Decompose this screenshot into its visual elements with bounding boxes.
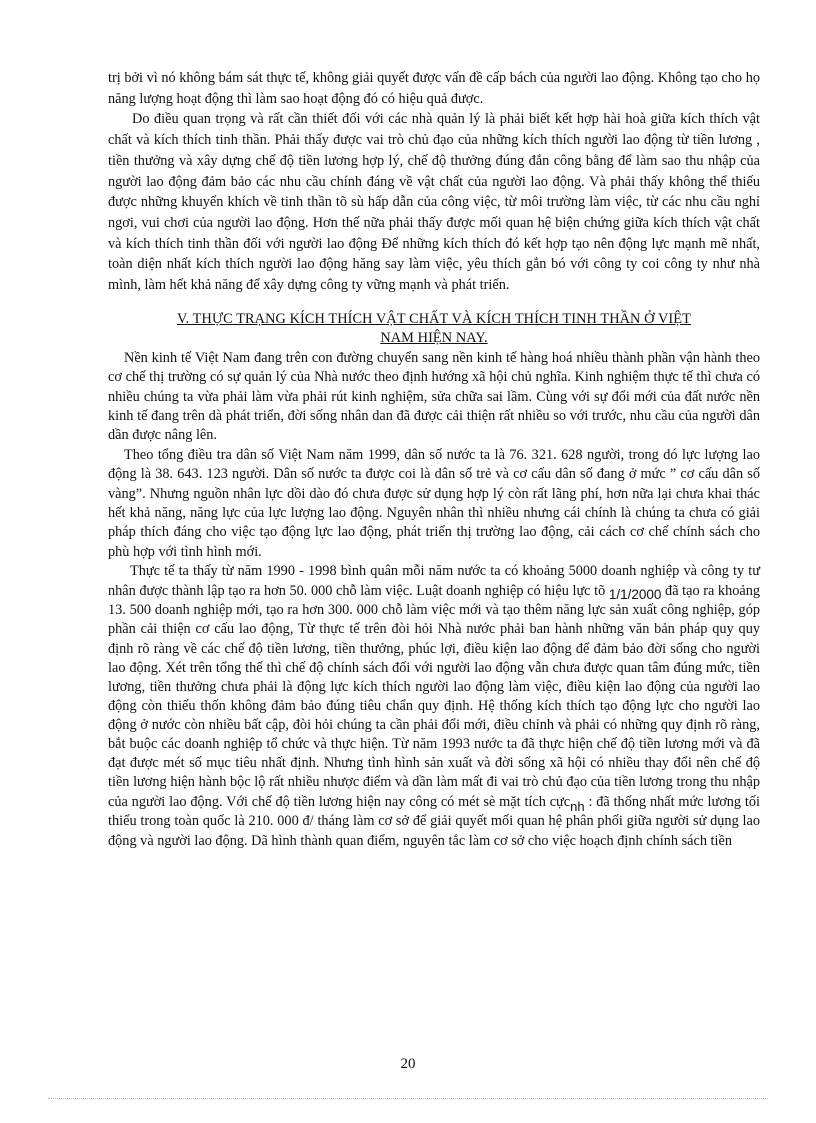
bottom-divider: [48, 1098, 768, 1099]
section-heading-line-2: NAM HIỆN NAY.: [380, 329, 488, 346]
paragraph-enterprises-text-2: đã tạo ra khoảng 13. 500 doanh nghiệp mới, tạo ra hơn 300. 000 chỗ làm việc mới và tạo thêm năng lực sản xuất công nghiệp, góp phần cải thiện cơ cấu lao động, Từ thực tế trên đòi hỏi Nhà nước phải ban hành những văn bản pháp quy quy định rõ ràng về các chế độ tiền lương, tiền thưởng, phúc lợi, điều kiện lao động để đảm bảo đời sống cho người lao động. Xét trên tổng thể thì chế độ chính sách đối với người lao động vẫn chưa được quan tâm đúng mức, tiền lương, tiền thưởng chưa phải là động lực kích thích người lao động làm việc, điều kiện lao động của người lao động còn thiếu thốn không đảm bảo đúng tiêu chẩn quy định. Hệ thống kích thích tạo động lực cho người lao động ở nước còn nhiều bất cập, đòi hỏi chúng ta cần phải đổi mới, điều chỉnh và phải có những quy định rõ ràng, bắt buộc các doanh nghiệp tổ chức và thực hiện. Từ năm 1993 nước ta đã thực hiện chế độ tiền lương mới và đã đạt được mét số mục tiêu nhất định. Nhưng tình hình sản xuất và đời sống xã hội có nhiều thay đổi nên chế độ tiền lương hiện hành bộc lộ rất nhiều nhược điểm và dần làm mất đi vai trò chủ đạo của tiền lương trong thu nhập của người lao động. Với chế độ tiền lương hiện nay công có mét sè mặt tích cực: [108, 583, 761, 811]
paragraph-enterprises-text-1: Thực tế ta thấy từ năm 1990 - 1998 bình quân mỗi năm nước ta có khoảng 5000 doanh nghiệp và công ty tư nhân được thành lập tạo ra hơn 50. 000 chỗ làm việc. Luật doanh nghiệp có hiệu lực tõ: [108, 563, 760, 600]
section-heading-line-1: V. THỰC TRẠNG KÍCH THÍCH VẬT CHẤT VÀ KÍCH THÍCH TINH THẦN Ở VIỆT: [177, 310, 691, 327]
paragraph-balance-incentives: Do điều quan trọng và rất cần thiết đối với các nhà quản lý là phải biết kết hợp hài hoà giữa kích thích vật chất và kích thích tinh thần. Phải thấy được vai trò chủ đạo của những kích thích người lao động từ tiền lương , tiền thưởng và xây dựng chế độ tiền lương hợp lý, chế độ thưởng đúng đắn công bằng để làm sao thu nhập của người lao động đảm bảo các nhu cầu chính đáng về vật chất của người lao động. Và phải thấy không thể thiếu được những khuyến khích về tinh thần tõ sù hấp dẫn của công việc, từ môi trường làm việc, từ các nhu cầu nghỉ ngơi, vui chơi của người lao động. Hơn thế nữa phải thấy được mối quan hệ biện chứng giữa kích thích vật chất và kích thích tinh thần đối với người lao động Để những kích thích đó kết hợp tạo nên động lực mạnh mẽ nhất, toàn diện nhất kích thích người lao động hăng say làm việc, yêu thích gắn bó với công ty coi công ty như nhà mình, làm hết khả năng để xây dựng công ty vững mạnh và phát triển.: [108, 111, 760, 294]
document-page: [108, 68, 760, 851]
paragraph-economy: Nền kinh tế Việt Nam đang trên con đường chuyển sang nền kinh tế hàng hoá nhiều thành phần vận hành theo cơ chế thị trường có sự quản lý của Nhà nước theo định hướng xã hội chủ nghĩa. Kinh nghiệm thực tế thì chưa có nhiều chúng ta vừa phải làm vừa phải rút kinh nghiệm, sửa chữa sai lầm. Cùng với sự đổi mới của đất nước nền kinh tế đang trên dà phát triển, đời sống nhân dan đã được cải thiện rất nhiều so với trước, nhu cầu của người dân dần được nâng lên.: [108, 349, 760, 444]
subscript-note: nh: [570, 799, 585, 815]
paragraph-intro-continued: trị bởi vì nó không bám sát thực tế, không giải quyết được vấn đề cấp bách của người lao động. Không tạo cho họ năng lượng hoạt động thì làm sao hoạt động đó có hiệu quả được.: [108, 70, 760, 107]
paragraph-census: Theo tổng điều tra dân số Việt Nam năm 1999, dân số nước ta là 76. 321. 628 người, trong dó lực lượng lao động là 38. 643. 123 người. Dân số nước ta được coi là dân số trẻ và cơ cấu dân số đang ở mức ” cơ cấu dân số vàng”. Nhưng nguồn nhân lực dồi dào đó chưa được sử dụng hợp lý còn rất lãng phí, hơn nữa lại chưa khai thác hết khả năng, năng lực của lực lượng lao động. Nguyên nhân thì nhiều nhưng cái chính là chúng ta chưa có giải pháp thích đáng cho việc tạo động lực lao động, phát triển thị trường lao động, cải cách cơ chế chính sách cho phù hợp với tình hình mới.: [108, 446, 760, 560]
paragraph-enterprises: [108, 562, 760, 850]
section-body-part-1: [108, 349, 760, 562]
section-body-part-2: [108, 562, 760, 850]
section-heading: [108, 310, 760, 348]
paragraph-enterprises-text-3: : đã thống nhất mức lương tối thiểu trong toàn quốc là 210. 000 đ/ tháng làm cơ sở để giải quyết mối quan hệ phân phối giữa người sử dụng lao động và người lao động. Dã hình thành quan điểm, nguyên tắc làm cơ sở cho việc hoạch định chính sách tiền: [108, 794, 760, 849]
date-inline: 1/1/2000: [608, 587, 662, 603]
page-number: 20: [400, 1056, 416, 1072]
